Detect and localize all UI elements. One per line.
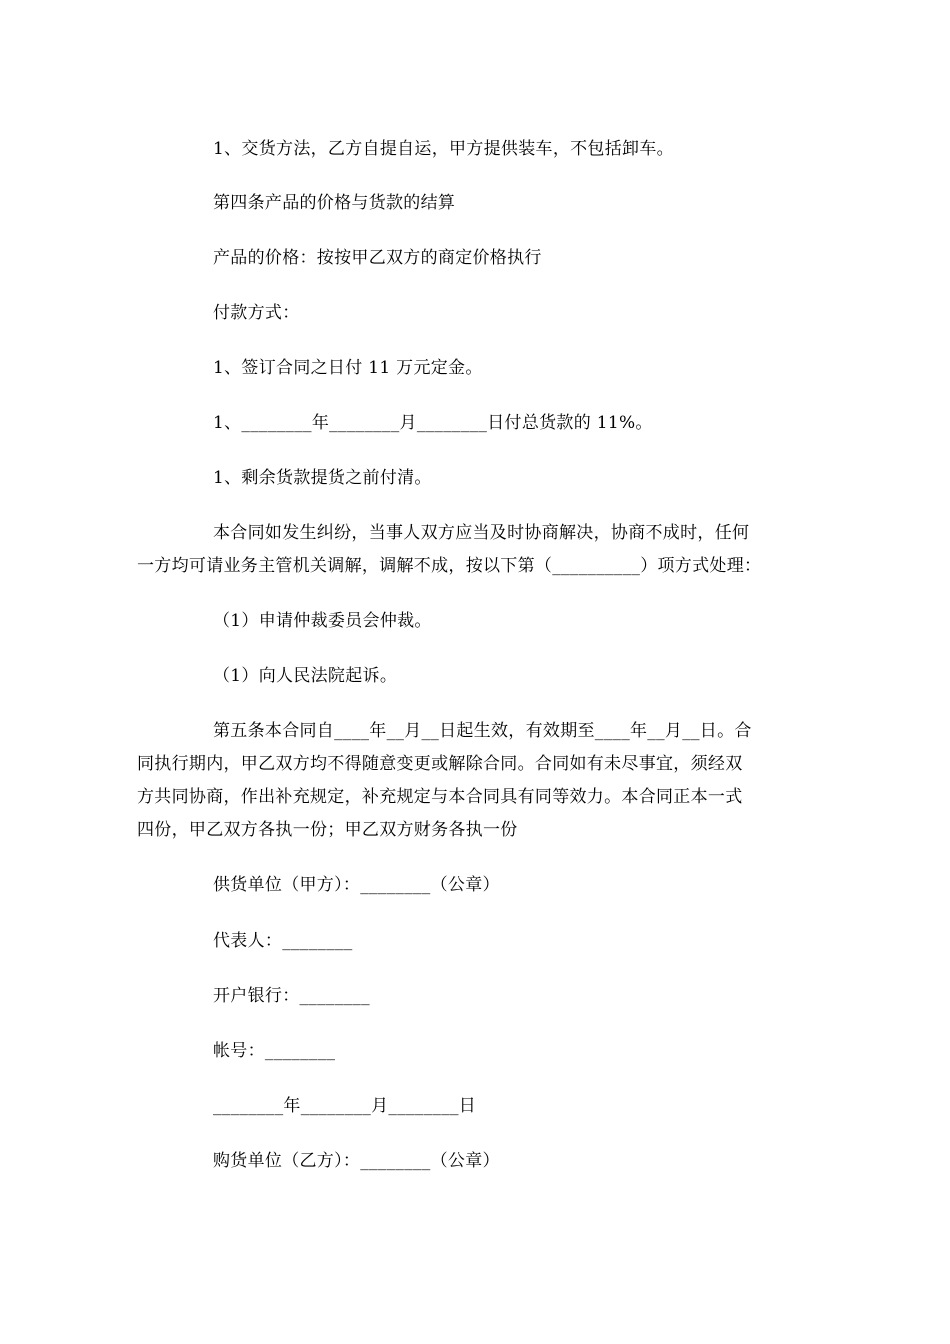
price-clause: 产品的价格：按按甲乙双方的商定价格执行 — [213, 248, 542, 268]
dispute-clause-line-2: 一方均可请业务主管机关调解，调解不成，按以下第（__________）项方式处理： — [137, 556, 762, 576]
article-5-line-4: 四份，甲乙双方各执一份；甲乙双方财务各执一份 — [137, 820, 518, 840]
account-line: 帐号：________ — [213, 1041, 336, 1061]
payment-item-deposit: 1、签订合同之日付 11 万元定金。 — [213, 358, 483, 378]
article-5-line-1: 第五条本合同自____年__月__日起生效，有效期至____年__月__日。合 — [213, 721, 752, 741]
representative-line: 代表人：________ — [213, 931, 353, 951]
dispute-option-arbitration: （1）申请仲裁委员会仲裁。 — [213, 611, 432, 631]
payment-method-heading: 付款方式： — [213, 303, 300, 323]
delivery-method-clause: 1、交货方法，乙方自提自运，甲方提供装车，不包括卸车。 — [213, 139, 674, 159]
article-5-line-3: 方共同协商，作出补充规定，补充规定与本合同具有同等效力。本合同正本一式 — [137, 787, 743, 807]
payment-item-balance: 1、剩余货款提货之前付清。 — [213, 468, 432, 488]
article-5-line-2: 同执行期内，甲乙双方均不得随意变更或解除合同。合同如有未尽事宜，须经双 — [137, 754, 743, 774]
buyer-signature-line: 购货单位（乙方）：________（公章） — [213, 1151, 500, 1171]
payment-item-installment: 1、________年________月________日付总货款的 11%。 — [213, 413, 653, 433]
signing-date-line: ________年________月________日 — [213, 1096, 477, 1116]
supplier-signature-line: 供货单位（甲方）：________（公章） — [213, 875, 500, 895]
dispute-option-court: （1）向人民法院起诉。 — [213, 666, 398, 686]
article-4-heading: 第四条产品的价格与货款的结算 — [213, 193, 456, 213]
dispute-clause-line-1: 本合同如发生纠纷，当事人双方应当及时协商解决，协商不成时，任何 — [213, 523, 750, 543]
bank-line: 开户银行：________ — [213, 986, 370, 1006]
